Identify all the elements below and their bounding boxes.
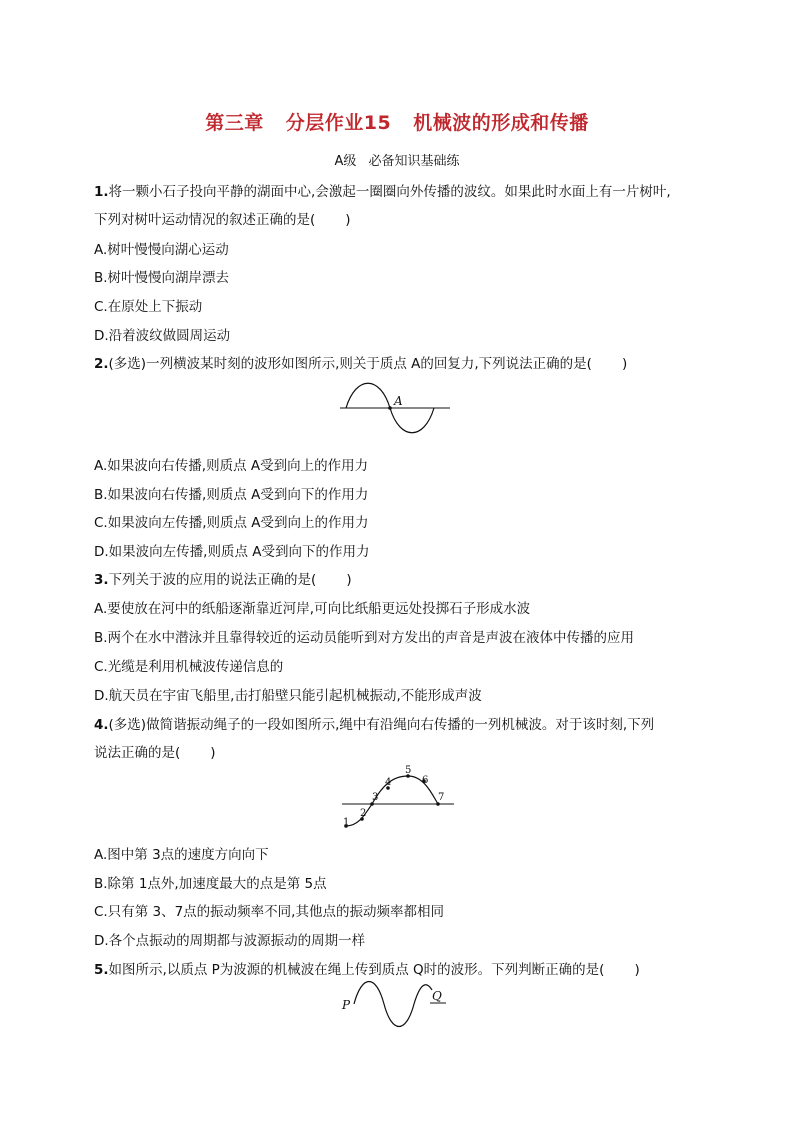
- question-1-stem: 1.将一颗小石子投向平静的湖面中心,会激起一圈圈向外传播的波纹。如果此时水面上有一片树叶,: [94, 184, 671, 200]
- question-4-option-a: A.图中第 3点的速度方向向下: [94, 847, 269, 863]
- rope-label-4: 4: [385, 777, 392, 788]
- question-2-wave-figure: [340, 382, 452, 438]
- question-1-option-b: B.树叶慢慢向湖岸漂去: [94, 270, 230, 286]
- question-1-option-d: D.沿着波纹做圆周运动: [94, 328, 231, 344]
- question-4-stem-cont: 说法正确的是( ): [94, 745, 216, 761]
- rope-label-7: 7: [438, 792, 445, 803]
- section-subtitle: A级 必备知识基础练: [334, 154, 460, 169]
- question-1-option-a: A.树叶慢慢向湖心运动: [94, 242, 229, 258]
- question-5-wave-figure: [340, 980, 450, 1026]
- question-3-option-d: D.航天员在宇宙飞船里,击打船壁只能引起机械振动,不能形成声波: [94, 688, 482, 704]
- page-title: [0, 108, 794, 135]
- point-a-label: A: [394, 394, 403, 408]
- question-2-stem: 2.(多选)一列横波某时刻的波形如图所示,则关于质点 A的回复力,下列说法正确的是( ): [94, 356, 628, 372]
- question-2-option-a: A.如果波向右传播,则质点 A受到向上的作用力: [94, 458, 369, 474]
- question-4-stem: 4.(多选)做简谐振动绳子的一段如图所示,绳中有沿绳向右传播的一列机械波。对于该时刻,下列: [94, 717, 655, 733]
- rope-label-6: 6: [422, 775, 429, 786]
- topic-label: 机械波的形成和传播: [413, 112, 589, 134]
- assignment-label: 分层作业15: [285, 112, 392, 134]
- question-4-rope-figure: [338, 764, 458, 834]
- question-3-option-b: B.两个在水中潜泳并且靠得较近的运动员能听到对方发出的声音是声波在液体中传播的应用: [94, 630, 635, 646]
- question-3-stem: 3.下列关于波的应用的说法正确的是( ): [94, 572, 352, 588]
- question-3-option-a: A.要使放在河中的纸船逐渐靠近河岸,可向比纸船更远处投掷石子形成水波: [94, 601, 531, 617]
- point-q-label: Q: [432, 989, 442, 1003]
- question-5-stem: 5.如图所示,以质点 P为波源的机械波在绳上传到质点 Q时的波形。下列判断正确的是( ): [94, 962, 640, 978]
- question-2-option-d: D.如果波向左传播,则质点 A受到向下的作用力: [94, 544, 370, 560]
- figure-5-wave: [354, 982, 432, 1027]
- question-2-option-c: C.如果波向左传播,则质点 A受到向上的作用力: [94, 515, 369, 531]
- rope-label-3: 3: [372, 792, 379, 803]
- question-4-option-b: B.除第 1点外,加速度最大的点是第 5点: [94, 876, 327, 892]
- chapter-label: 第三章: [205, 112, 264, 134]
- question-2-option-b: B.如果波向右传播,则质点 A受到向下的作用力: [94, 487, 369, 503]
- rope-label-5: 5: [405, 765, 412, 776]
- rope-label-2: 2: [360, 808, 367, 819]
- question-4-option-c: C.只有第 3、7点的振动频率不同,其他点的振动频率都相同: [94, 904, 444, 920]
- point-p-label: P: [342, 998, 351, 1012]
- question-1-option-c: C.在原处上下振动: [94, 299, 203, 315]
- question-4-option-d: D.各个点振动的周期都与波源振动的周期一样: [94, 933, 366, 949]
- point-a-marker: [388, 406, 392, 410]
- question-3-option-c: C.光缆是利用机械波传递信息的: [94, 659, 284, 675]
- rope-label-1: 1: [343, 817, 350, 828]
- question-1-stem-cont: 下列对树叶运动情况的叙述正确的是( ): [94, 212, 351, 228]
